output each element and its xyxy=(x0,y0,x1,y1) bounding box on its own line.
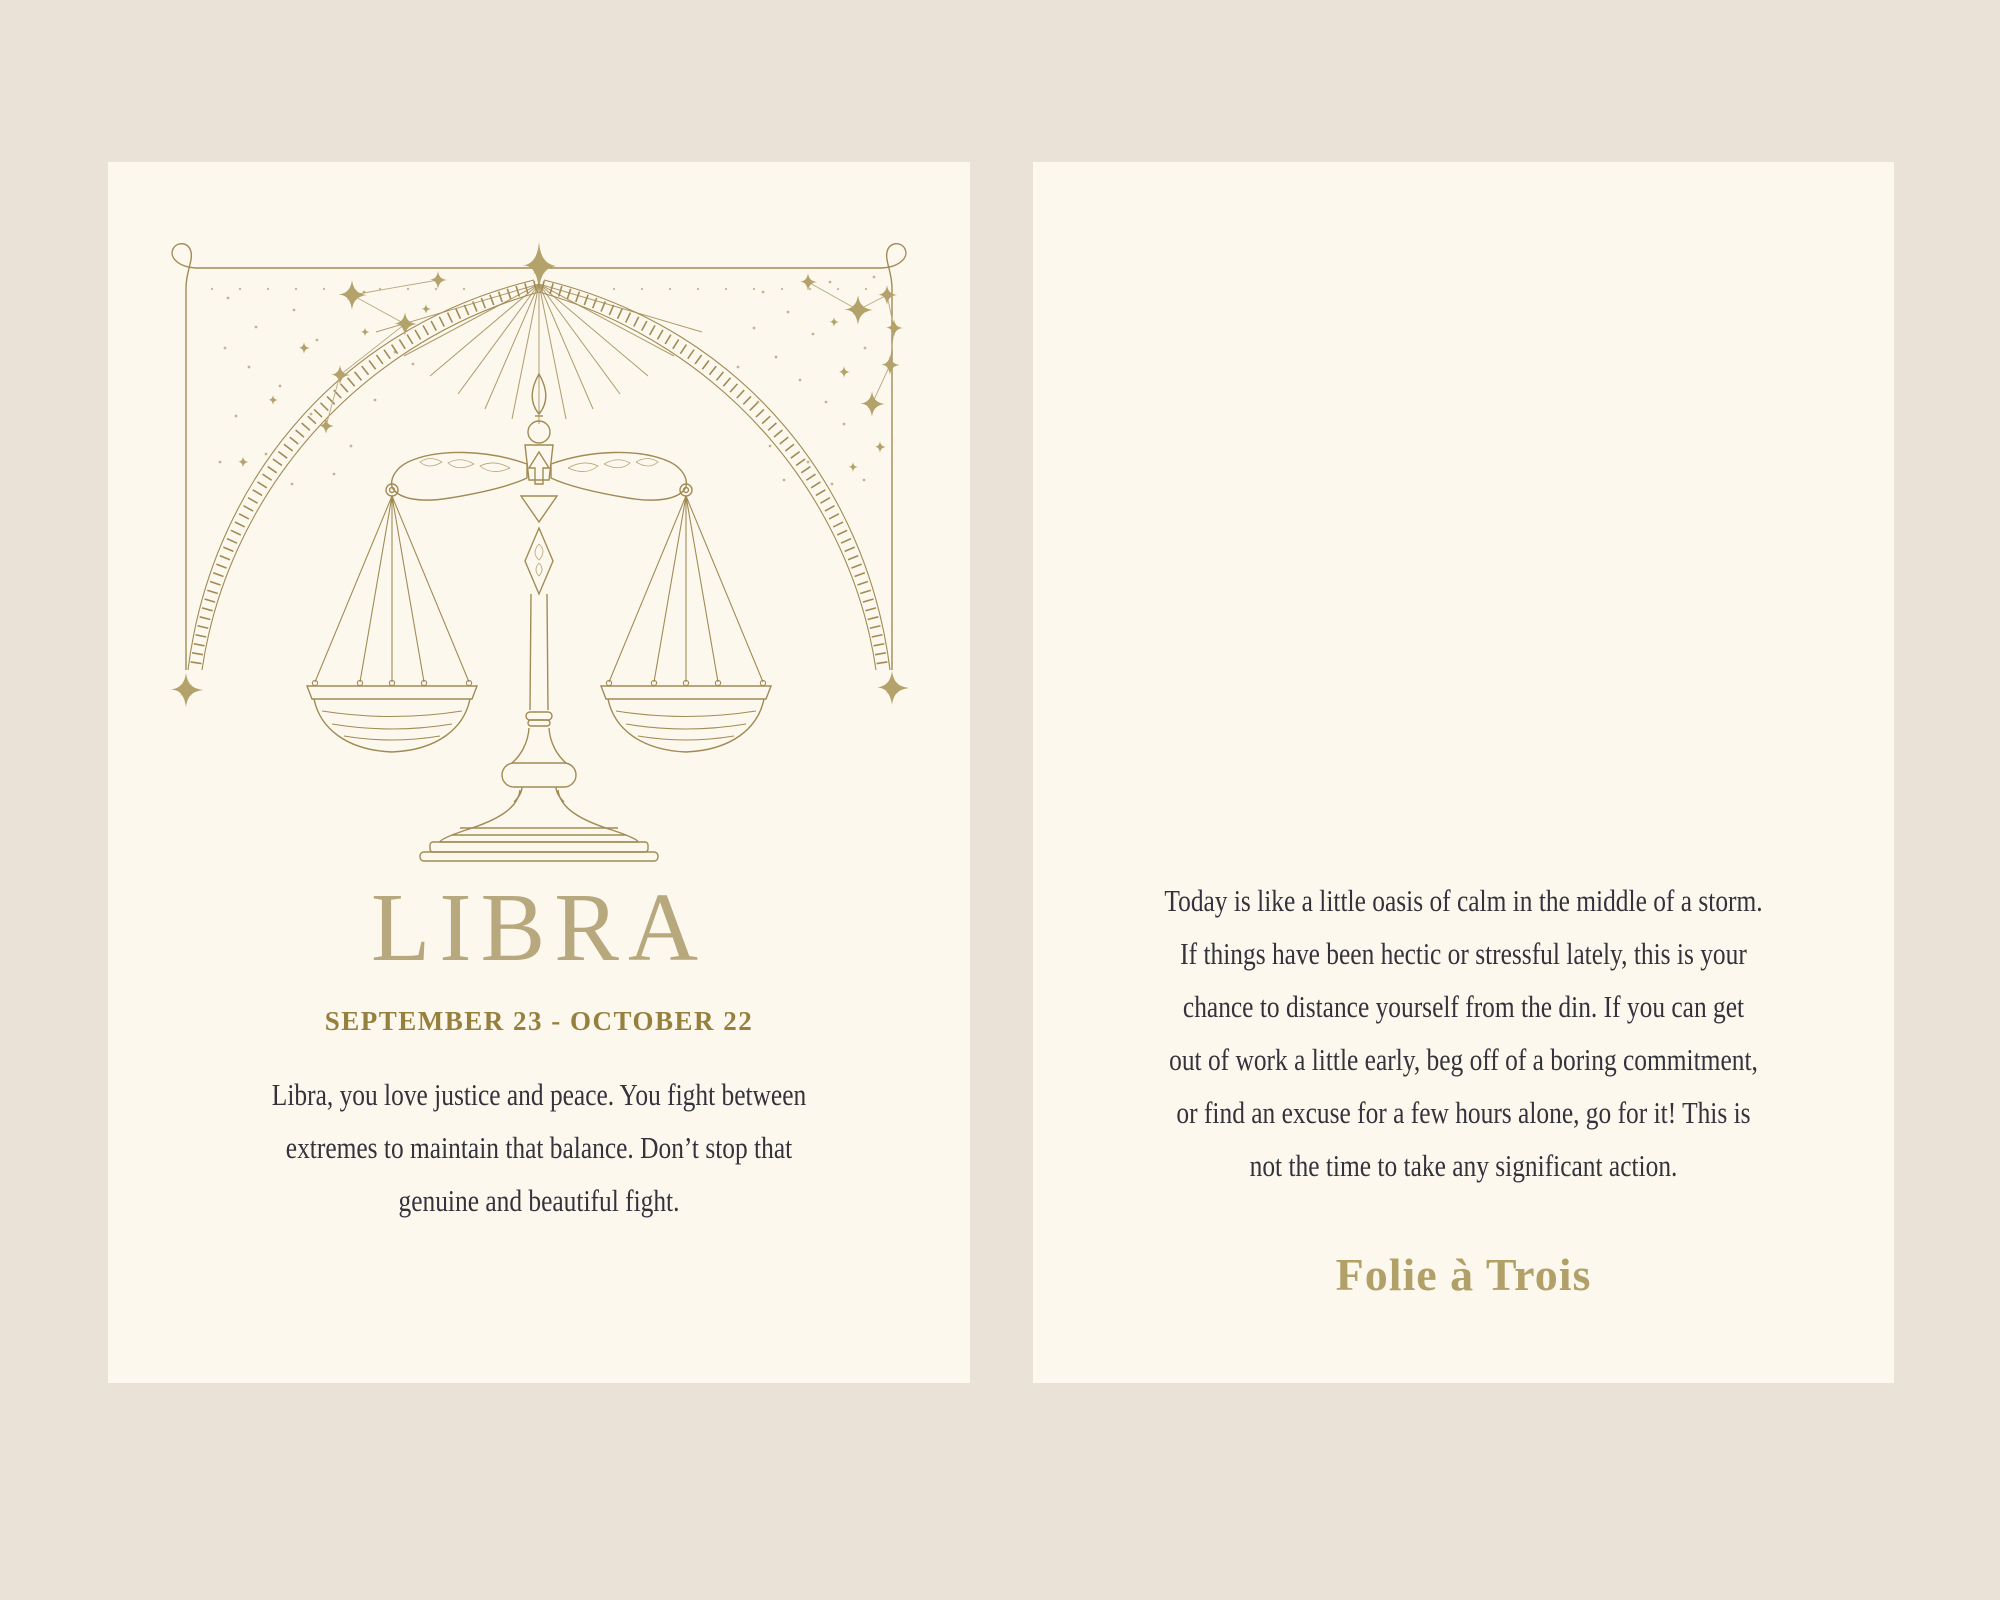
description-line: genuine and beautiful fight. xyxy=(398,1183,680,1218)
horoscope-line: out of work a little early, beg off of a boring commitment, xyxy=(1169,1042,1758,1077)
libra-card xyxy=(108,162,970,1383)
zodiac-date-range: SEPTEMBER 23 - OCTOBER 22 xyxy=(324,1006,754,1036)
right-arch-band xyxy=(539,280,890,670)
description-line: Libra, you love justice and peace. You fight between xyxy=(271,1077,807,1112)
horoscope-line: or find an excuse for a few hours alone, go for it! This is xyxy=(1176,1095,1751,1130)
horoscope-text xyxy=(1110,874,1816,1192)
horoscope-line: Today is like a little oasis of calm in the middle of a storm. xyxy=(1164,883,1763,918)
zodiac-title: LIBRA xyxy=(371,874,707,981)
scales-pillar xyxy=(502,528,576,802)
horoscope-card xyxy=(1033,162,1894,1383)
zodiac-description xyxy=(186,1068,893,1227)
left-arch-band xyxy=(188,280,539,670)
libra-scales-illustration xyxy=(108,162,970,902)
sun-rays xyxy=(376,284,702,424)
corner-star-left-icon xyxy=(169,673,203,707)
left-constellation xyxy=(219,271,447,485)
corner-star-right-icon xyxy=(875,671,909,705)
description-line: extremes to maintain that balance. Don’t stop that xyxy=(285,1130,793,1165)
scales-of-justice-icon xyxy=(307,374,771,861)
horoscope-line: If things have been hectic or stressful lately, this is your xyxy=(1180,936,1747,971)
scales-base xyxy=(420,790,658,861)
horoscope-line: not the time to take any significant action. xyxy=(1249,1148,1678,1183)
scales-beam xyxy=(386,452,692,522)
horoscope-line: chance to distance yourself from the din. If you can get xyxy=(1182,989,1745,1024)
signature: Folie à Trois xyxy=(1335,1249,1592,1300)
right-constellation xyxy=(737,273,903,485)
scales-left-pan xyxy=(307,496,477,752)
scales-right-pan xyxy=(601,496,771,752)
center-star-icon xyxy=(522,242,556,290)
